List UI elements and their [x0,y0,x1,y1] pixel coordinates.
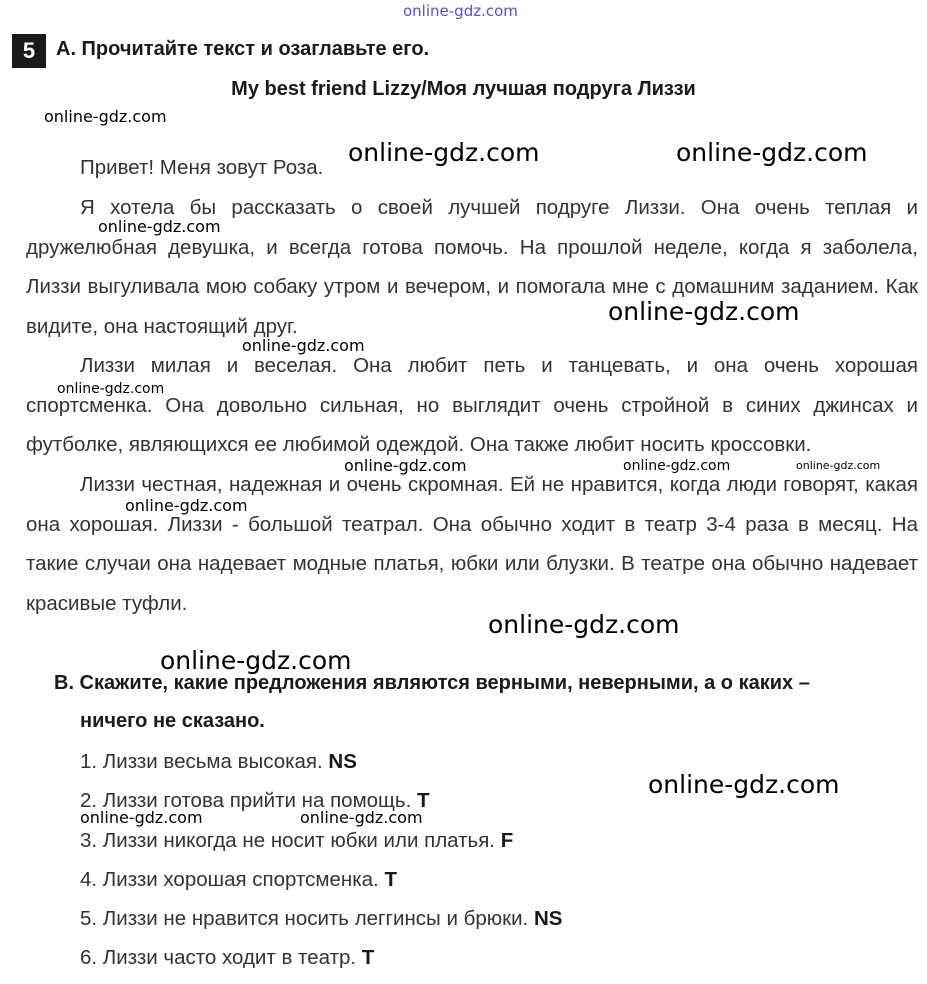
watermark: online-gdz.com [98,217,221,236]
statement-text: 4. Лиззи хорошая спортсменка. [80,868,379,891]
watermark: online-gdz.com [648,770,840,799]
part-a-heading: A. Прочитайте текст и озаглавьте его. [56,38,430,60]
watermark: online-gdz.com [44,107,167,126]
watermark: online-gdz.com [608,297,800,326]
statement-text: 6. Лиззи часто ходит в театр. [80,946,357,969]
statement-item [80,750,357,774]
watermark: online-gdz.com [242,336,365,355]
text-title: My best friend Lizzy/Моя лучшая подруга Лиззи [231,78,696,100]
watermark: online-gdz.com [348,138,540,167]
statement-text: 3. Лиззи никогда не носит юбки или платья. [80,829,495,852]
watermark: online-gdz.com [300,808,423,827]
part-b-heading-line2: ничего не сказано. [80,710,265,732]
statement-answer: NS [533,907,563,930]
text-paragraph: Лиззи честная, надежная и очень скромная. Ей не нравится, когда люди говорят, какая она хорошая. Лиззи - большой театрал. Она обычно ходит в театр 3-4 раза в месяц. На такие случаи она надевает модные платья, юбки или блузки. В театре она обычно надевает красивые туфли. [26,473,918,615]
watermark: online-gdz.com [160,646,352,675]
exercise-number-badge: 5 [12,34,46,68]
statement-item [80,789,430,813]
text-paragraph: Лиззи милая и веселая. Она любит петь и танцевать, и она очень хорошая спортсменка. Она довольно сильная, но выглядит очень стройной в синих джинсах и футболке, являющихся ее любимой одеждой. Она также любит носить кроссовки. [26,354,918,456]
watermark: online-gdz.com [796,459,881,472]
statement-answer: F [500,829,514,852]
statement-answer: T [384,868,397,891]
text-paragraph: Я хотела бы рассказать о своей лучшей подруге Лиззи. Она очень теплая и дружелюбная девушка, и всегда готова помочь. На прошлой неделе, когда я заболела, Лиззи выгуливала мою собаку утром и вечером, и помогала мне с домашним заданием. Как видите, она настоящий друг. [26,196,918,338]
statement-text: 5. Лиззи не нравится носить леггинсы и брюки. [80,907,529,930]
watermark: online-gdz.com [488,610,680,639]
watermark: online-gdz.com [676,138,868,167]
watermark: online-gdz.com [57,381,165,397]
greeting-paragraph: Привет! Меня зовут Роза. [80,156,324,179]
statement-answer: NS [328,750,357,773]
watermark: online-gdz.com [80,808,203,827]
statement-answer: T [361,946,375,969]
watermark: online-gdz.com [403,2,518,20]
part-b-heading-line1: B. Скажите, какие предложения являются верными, неверными, а о каких – [54,672,810,694]
statement-item [80,829,513,853]
statement-item [80,907,562,931]
watermark: online-gdz.com [623,458,731,474]
watermark: online-gdz.com [344,456,467,475]
watermark: online-gdz.com [125,496,248,515]
statement-text: 2. Лиззи готова прийти на помощь. [80,789,412,812]
statement-answer: T [417,789,430,812]
statement-text: 1. Лиззи весьма высокая. [80,750,323,773]
statement-item [80,868,397,892]
statement-item [80,946,374,970]
